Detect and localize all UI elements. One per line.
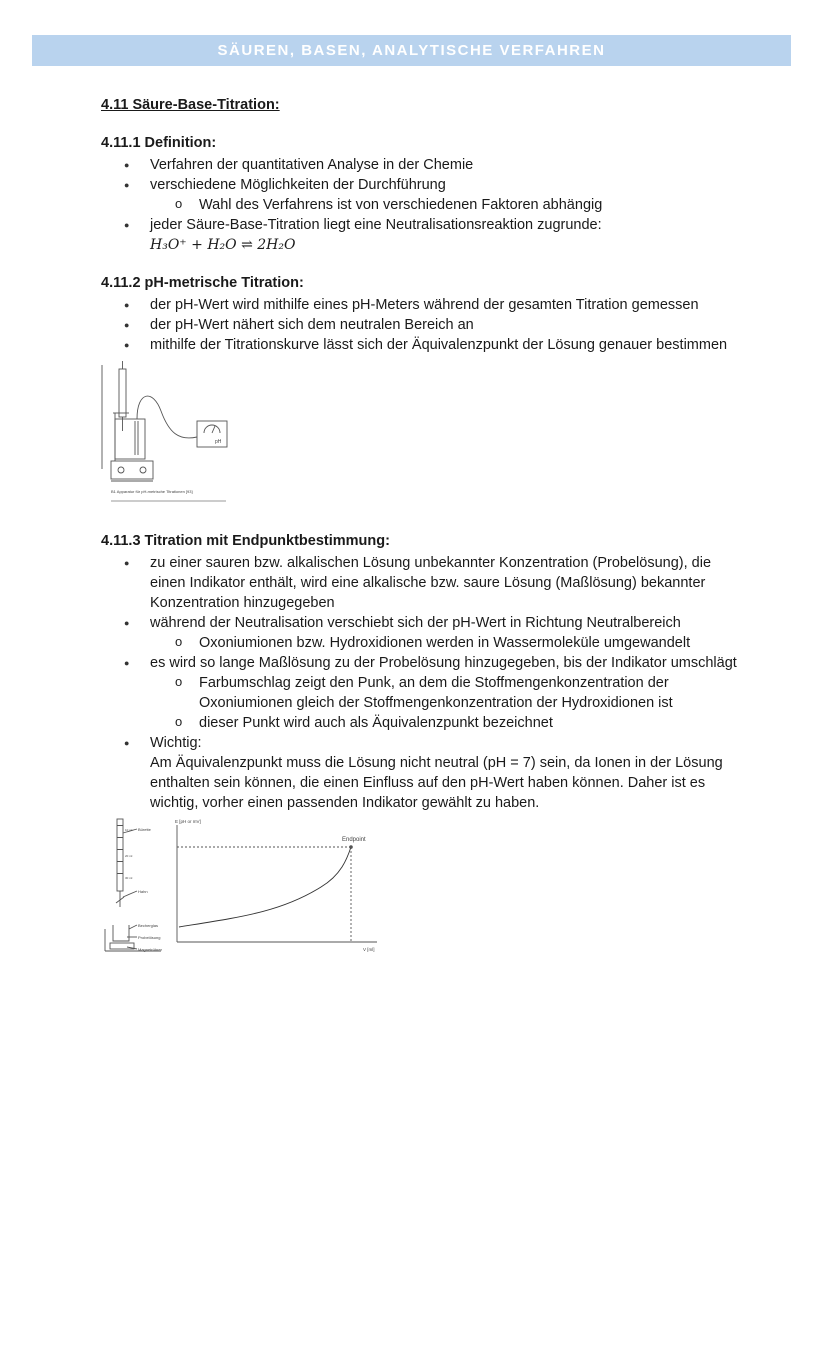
bullet-item: ● Verfahren der quantitativen Analyse in der Chemie — [101, 155, 741, 175]
titration-drawing — [101, 817, 381, 967]
bullet-item: ● es wird so lange Maßlösung zu der Probelösung hinzugegeben, bis der Indikator umschlägt o Farbumschlag zeigt den Punk, an dem die Stoffmengenkonzentration der Oxoniumionen gleich der Stoffmengenkonzentration der Hydroxidionen ist o dieser Punkt wird auch als Äquivalenzpunkt bezeichnet — [101, 653, 741, 733]
label-sample-solution: Probelösung — [138, 935, 161, 940]
main-heading: 4.11 Säure-Base-Titration: — [101, 97, 280, 113]
figure-caption: B1 Apparatur für pH-metrische Titrationen [93] — [111, 489, 193, 494]
sub-bullet-list — [150, 633, 741, 653]
bullet-list — [101, 295, 741, 355]
sub-bullet-list — [150, 673, 741, 733]
label-magnetic-stirrer: Magnetrührer — [138, 947, 163, 952]
sub-bullet-item: o Oxoniumionen bzw. Hydroxidionen werden in Wassermoleküle umgewandelt — [101, 633, 741, 653]
sub-bullet-item: o Farbumschlag zeigt den Punk, an dem die Stoffmengenkonzentration der Oxoniumionen gleich der Stoffmengenkonzentration der Hydroxidionen ist — [101, 673, 741, 713]
ph-meter-label: pH — [215, 439, 222, 445]
section-definition — [101, 133, 741, 255]
label-burette: Bürette — [138, 827, 151, 832]
sub-bullet-list — [150, 195, 741, 215]
bullet-item: ● mithilfe der Titrationskurve lässt sich der Äquivalenzpunkt der Lösung genauer bestimmen — [101, 335, 741, 355]
page-header-banner — [32, 35, 791, 66]
bullet-item: ● der pH-Wert wird mithilfe eines pH-Meters während der gesamten Titration gemessen — [101, 295, 741, 315]
bullet-item: ● verschiedene Möglichkeiten der Durchführung o Wahl des Verfahrens ist von verschiedenen Faktoren abhängig — [101, 175, 741, 215]
ph-apparatus-drawing — [101, 361, 231, 511]
titration-curve-figure — [101, 817, 381, 967]
important-note: Am Äquivalenzpunkt muss die Lösung nicht neutral (pH = 7) sein, da Ionen in der Lösung enthalten sein können, die einen Einfluss auf den pH-Wert haben können. Daher ist es wichtig, vorher einen passenden Indikator gewählt zu haben. — [150, 755, 723, 811]
section-heading: 4.11.1 Definition: — [101, 135, 217, 151]
scale-label: 20 ml — [125, 854, 133, 858]
endpoint-label: Endpoint — [342, 837, 366, 843]
section-heading: 4.11.3 Titration mit Endpunktbestimmung: — [101, 533, 390, 549]
section-heading: 4.11.2 pH-metrische Titration: — [101, 275, 304, 291]
sub-bullet-item: o Wahl des Verfahrens ist von verschiedenen Faktoren abhängig — [101, 195, 741, 215]
document-body — [101, 95, 741, 985]
reaction-formula: H₃O⁺ + H₂O ⇌ 2H₂O — [150, 237, 296, 253]
header-title: SÄUREN, BASEN, ANALYTISCHE VERFAHREN — [217, 42, 606, 59]
section-endpoint-titration — [101, 531, 741, 967]
ph-titration-apparatus-figure — [101, 361, 231, 511]
graph-y-axis-label: E [pH or mV] — [175, 819, 201, 824]
label-tap: Hahn — [138, 889, 148, 894]
section-ph-metric — [101, 273, 741, 511]
bullet-item: ● Wichtig: Am Äquivalenzpunkt muss die Lösung nicht neutral (pH = 7) sein, da Ionen in der Lösung enthalten sein können, die einen Einfluss auf den pH-Wert haben können. Daher ist es wichtig, vorher einen passenden Indikator gewählt zu haben. — [101, 733, 741, 813]
bullet-item: ● jeder Säure-Base-Titration liegt eine Neutralisationsreaktion zugrunde: H₃O⁺ + H₂O ⇌ 2H₂O — [101, 215, 741, 255]
bullet-item: ● während der Neutralisation verschiebt sich der pH-Wert in Richtung Neutralbereich o Oxoniumionen bzw. Hydroxidionen werden in Wassermoleküle umgewandelt — [101, 613, 741, 653]
bullet-list — [101, 553, 741, 813]
scale-label: 30 ml — [125, 876, 133, 880]
bullet-item: ● zu einer sauren bzw. alkalischen Lösung unbekannter Konzentration (Probelösung), die einen Indikator enthält, wird eine alkalische bzw. saure Lösung (Maßlösung) bekannter Konzentration hinzugegeben — [101, 553, 741, 613]
scale-label: 10 ml — [125, 828, 133, 832]
bullet-item: ● der pH-Wert nähert sich dem neutralen Bereich an — [101, 315, 741, 335]
bullet-list — [101, 155, 741, 255]
label-beaker: Becherglas — [138, 923, 159, 928]
sub-bullet-item: o dieser Punkt wird auch als Äquivalenzpunkt bezeichnet — [101, 713, 741, 733]
graph-x-axis-label: V [ml] — [363, 947, 375, 952]
